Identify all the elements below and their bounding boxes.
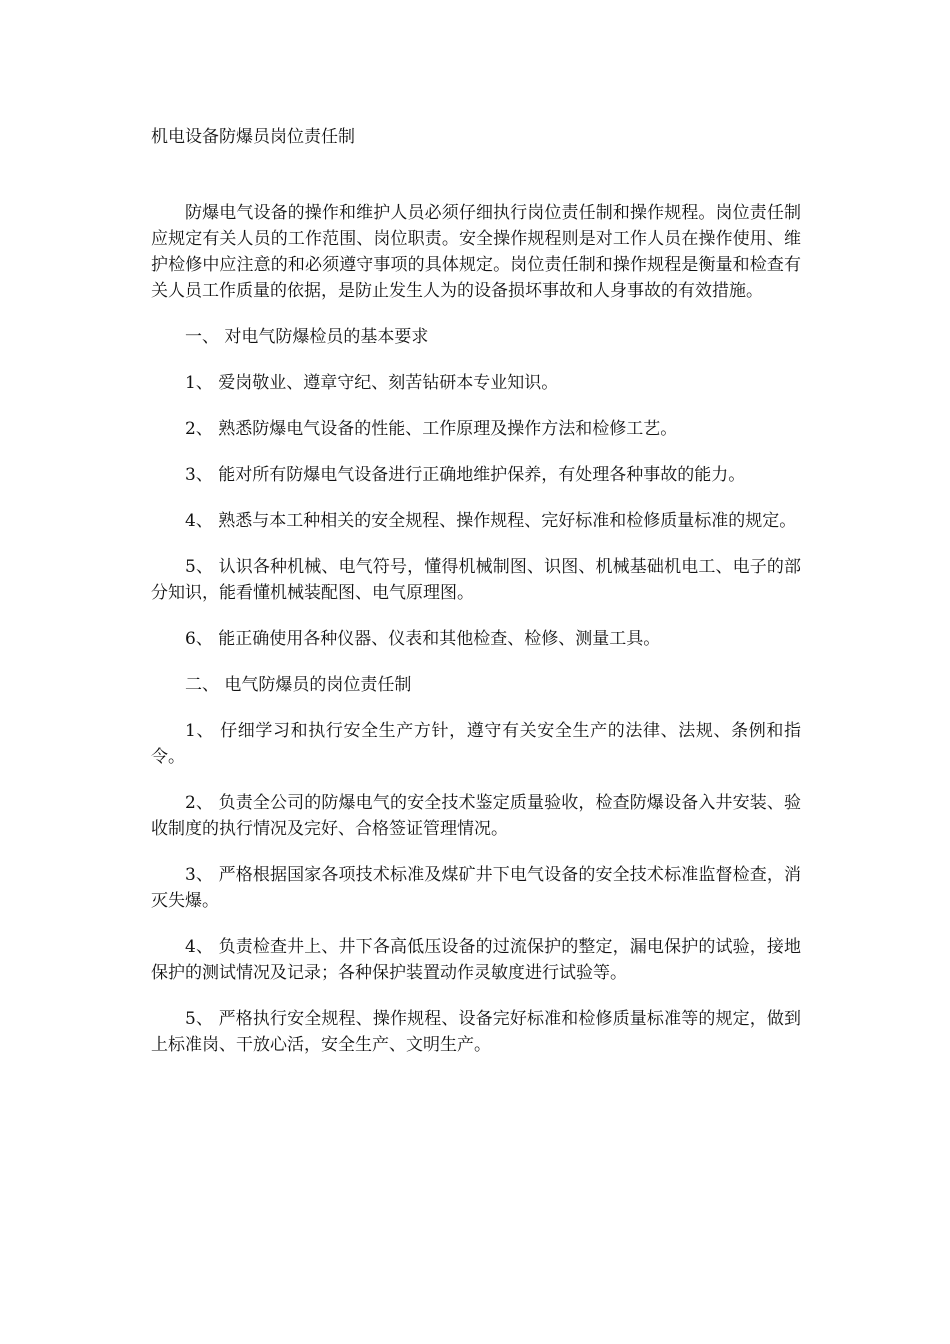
- duty-item-5: 5、 严格执行安全规程、操作规程、设备完好标准和检修质量标准等的规定，做到上标准岗、干放心活，安全生产、文明生产。: [151, 1009, 801, 1055]
- document-title: 机电设备防爆员岗位责任制: [151, 127, 355, 147]
- intro-paragraph: 防爆电气设备的操作和维护人员必须仔细执行岗位责任制和操作规程。岗位责任制应规定有关人员的工作范围、岗位职责。安全操作规程则是对工作人员在操作使用、维护检修中应注意的和必须遵守事项的具体规定。岗位责任制和操作规程是衡量和检查有关人员工作质量的依据，是防止发生人为的设备损坏事故和人身事故的有效措施。: [151, 203, 801, 301]
- document-page: [151, 124, 801, 1058]
- requirement-item-4: 4、 熟悉与本工种相关的安全规程、操作规程、完好标准和检修质量标准的规定。: [185, 511, 797, 531]
- requirement-item-6: 6、 能正确使用各种仪器、仪表和其他检查、检修、测量工具。: [185, 629, 661, 649]
- requirement-item-5: 5、 认识各种机械、电气符号，懂得机械制图、识图、机械基础机电工、电子的部分知识，能看懂机械装配图、电气原理图。: [151, 557, 801, 603]
- requirement-item-3: 3、 能对所有防爆电气设备进行正确地维护保养，有处理各种事故的能力。: [185, 465, 746, 485]
- section-heading-2: 二、 电气防爆员的岗位责任制: [185, 675, 412, 695]
- duty-item-1: 1、 仔细学习和执行安全生产方针，遵守有关安全生产的法律、法规、条例和指令。: [151, 721, 801, 767]
- requirement-item-1: 1、 爱岗敬业、遵章守纪、刻苦钻研本专业知识。: [185, 373, 559, 393]
- duty-item-4: 4、 负责检查井上、井下各高低压设备的过流保护的整定，漏电保护的试验，接地保护的测试情况及记录；各种保护装置动作灵敏度进行试验等。: [151, 937, 801, 983]
- section-heading-1: 一、 对电气防爆检员的基本要求: [185, 327, 429, 347]
- duty-item-3: 3、 严格根据国家各项技术标准及煤矿井下电气设备的安全技术标准监督检查，消灭失爆。: [151, 865, 801, 911]
- requirement-item-2: 2、 熟悉防爆电气设备的性能、工作原理及操作方法和检修工艺。: [185, 419, 678, 439]
- duty-item-2: 2、 负责全公司的防爆电气的安全技术鉴定质量验收，检查防爆设备入井安装、验收制度的执行情况及完好、合格签证管理情况。: [151, 793, 801, 839]
